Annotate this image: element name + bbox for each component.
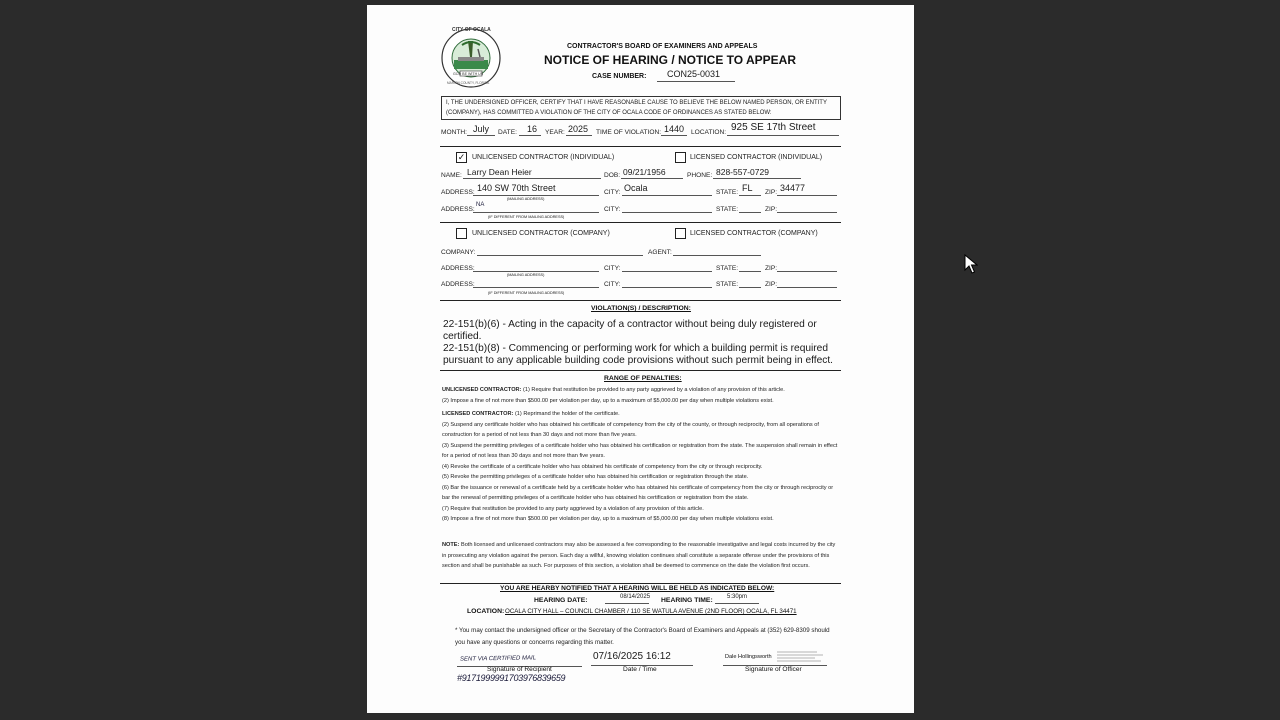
date-value: 16 [527,124,538,134]
zip-label: ZIP: [765,189,778,196]
hearing-time-label: HEARING TIME: [661,597,713,604]
state-value: FL [742,183,753,193]
dob-label: DOB: [604,172,621,179]
hearing-time-value: 5:30pm [727,594,748,600]
address2-value: NA [476,202,485,208]
state-label: STATE: [716,189,739,196]
location-value: 925 SE 17th Street [731,122,816,133]
dob-value: 09/21/1956 [623,167,666,177]
violation-2-line2: pursuant to any applicable building code provisions without such permit being in effect. [443,355,834,366]
unlicensed-penalty-1: (1) Require that restitution be provided to any party aggrieved by a violation of any provision of this article. [523,387,785,393]
notice-document-page [367,5,914,713]
year-value: 2025 [568,124,589,134]
company-city-label: CITY: [604,265,621,272]
signature-datetime: 07/16/2025 16:12 [593,651,671,662]
city-seal-logo [440,27,502,89]
month-value: July [473,124,490,134]
licensed-penalty-head: LICENSED CONTRACTOR: [442,411,514,417]
notice-title: NOTICE OF HEARING / NOTICE TO APPEAR [544,53,797,67]
licensed-individual-label: LICENSED CONTRACTOR (INDIVIDUAL) [690,154,823,161]
city-value: Ocala [624,183,648,193]
officer-signature: Dale Hollingsworth [725,654,772,660]
city2-label: CITY: [604,206,621,213]
location-label: LOCATION: [691,129,727,136]
mouse-cursor-icon [964,254,978,279]
seal-top-text: CITY OF OCALA [452,27,491,33]
violation-2-line1: 22-151(b)(8) - Commencing or performing work for which a building permit is required [443,343,829,354]
contact-info: * You may contact the undersigned officer or the Secretary of the Contractor's Board of Examiners and Appeals at (352) 629-8309 should you have any questions or concerns regarding this matter. [455,627,830,646]
company-name-label: COMPANY: [441,249,476,256]
unlicensed-company-checkbox[interactable] [456,228,467,239]
company-zip-label: ZIP: [765,265,778,272]
state2-label: STATE: [716,206,739,213]
name-label: NAME: [441,172,462,179]
violation-1-line1: 22-151(b)(6) - Acting in the capacity of a contractor without being duly registered or [443,319,817,330]
hearing-location-value: OCALA CITY HALL – COUNCIL CHAMBER / 110 SE WATULA AVENUE (2ND FLOOR) OCALA, FL 34471 [505,608,797,615]
agent-label: AGENT: [648,249,672,256]
time-of-violation-value: 1440 [664,124,685,134]
licensed-penalty-8: (8) Impose a fine of not more than $500.00 per violation per day, up to a maximum of $5,000.00 per day when multiple violations exist. [442,516,774,522]
recipient-signature-label: Signature of Recipient [487,666,552,673]
penalties-note [442,540,841,572]
note-head: NOTE: [442,542,460,548]
name-value: Larry Dean Heier [467,167,532,177]
hearing-date-value: 08/14/2025 [620,594,651,600]
violation-1-line2: certified. [443,331,482,342]
zip-value: 34477 [780,183,806,193]
penalties-unlicensed [442,385,841,406]
date-label: DATE: [498,129,517,136]
violations-heading: VIOLATION(S) / DESCRIPTION: [591,305,691,312]
case-number-label: CASE NUMBER: [592,73,647,80]
note-text: Both licensed and unlicensed contractors may also be assessed a fee corresponding to the reasonable investigative and legal costs incurred by the city in prosecuting any violation against the person. Each day a willful, knowing violation continues shall constitute a separate offense under the provisions of this section and shall be punishable as such. For purposes of this section, a violation shall be deemed to commence on the date the violation first occurs. [442,542,836,569]
company-mailing-note: (MAILING ADDRESS) [507,273,545,277]
licensed-penalty-3: (3) Suspend the permitting privileges of a certificate holder who has obtained his certification or registration from the state. The suspension shall remain in effect for a period of not less than 30 days and not more than five years. [442,442,838,459]
company-state2-label: STATE: [716,281,739,288]
certified-mail-tracking: #9171999991703976839659 [457,673,566,683]
company-different-note: (IF DIFFERENT FROM MAILING ADDRESS) [488,291,565,295]
phone-value: 828-557-0729 [716,167,769,177]
licensed-penalty-4: (4) Revoke the certificate of a certificate holder who has obtained his certificate of competency from the city or through reciprocity. [442,463,763,470]
recipient-signature: SENT VIA CERTIFIED MAIL [459,655,537,663]
address2-label: ADDRESS: [441,206,475,213]
company-state-label: STATE: [716,265,739,272]
unlicensed-individual-label: UNLICENSED CONTRACTOR (INDIVIDUAL) [472,154,615,161]
time-of-violation-label: TIME OF VIOLATION: [596,129,662,136]
company-zip2-label: ZIP: [765,281,778,288]
certification-text: I, THE UNDERSIGNED OFFICER, CERTIFY THAT I HAVE REASONABLE CAUSE TO BELIEVE THE BELOW NAMED PERSON, OR ENTITY (COMPANY), HAS COMMITTED A VIOLATION OF THE CITY OF OCALA CODE OF ORDINANCES AS STATED BELOW: [446,100,827,116]
year-label: YEAR: [545,129,565,136]
hearing-location-label: LOCATION: [467,608,505,615]
city-label: CITY: [604,189,621,196]
licensed-individual-checkbox[interactable] [675,152,686,163]
unlicensed-company-label: UNLICENSED CONTRACTOR (COMPANY) [472,230,610,237]
licensed-company-checkbox[interactable] [675,228,686,239]
board-name: CONTRACTOR'S BOARD OF EXAMINERS AND APPEALS [567,43,758,50]
case-number-value: CON25-0031 [667,69,721,79]
mailing-address-note: (MAILING ADDRESS) [507,197,545,201]
phone-label: PHONE: [687,172,713,179]
seal-bottom-text: MARION COUNTY, FLORIDA [447,81,490,85]
address-value: 140 SW 70th Street [477,183,556,193]
licensed-penalty-7: (7) Require that restitution be provided to any party aggrieved by a violation of any provision of this article. [442,505,704,512]
unlicensed-penalty-2: (2) Impose a fine of not more than $500.00 per violation per day, up to a maximum of $5,000.00 per day when multiple violations exist. [442,397,774,404]
licensed-penalty-6: (6) Bar the issuance or renewal of a certificate held by a certificate holder who has obtained his certificate of competency from the city or through reciprocity or bar the renewal of permitting privileges of a certificate holder who has obtained his certification or registration from the state. [442,484,834,501]
company-address2-label: ADDRESS: [441,281,475,288]
licensed-penalty-2: (2) Suspend any certificate holder who has obtained his certificate of competency from the city of the county, or through reciprocity, from all operations of construction for a period of not less than 30 days and not more than five years. [442,421,819,438]
licensed-company-label: LICENSED CONTRACTOR (COMPANY) [690,230,818,237]
company-city2-label: CITY: [604,281,621,288]
officer-signature-label: Signature of Officer [745,666,802,673]
licensed-penalty-5: (5) Revoke the permitting privileges of a certificate holder who has obtained his certification or registration through the state. [442,474,749,480]
unlicensed-individual-checkbox[interactable]: ✓ [457,152,466,162]
address-label: ADDRESS: [441,189,475,196]
unlicensed-penalty-head: UNLICENSED CONTRACTOR: [442,387,522,393]
officer-digital-stamp [777,650,825,664]
datetime-label: Date / Time [623,666,657,673]
different-address-note: (IF DIFFERENT FROM MAILING ADDRESS) [488,215,565,219]
penalties-licensed [442,409,841,525]
penalties-heading: RANGE OF PENALTIES: [604,375,682,382]
hearing-date-label: HEARING DATE: [534,597,588,604]
company-address-label: ADDRESS: [441,265,475,272]
seal-motto-text: GOD BE WITH US [453,72,484,76]
licensed-penalty-1: (1) Reprimand the holder of the certificate. [514,411,620,417]
hearing-notice: YOU ARE HEARBY NOTIFIED THAT A HEARING WILL BE HELD AS INDICATED BELOW: [500,585,775,592]
month-label: MONTH: [441,129,468,136]
zip2-label: ZIP: [765,206,778,213]
